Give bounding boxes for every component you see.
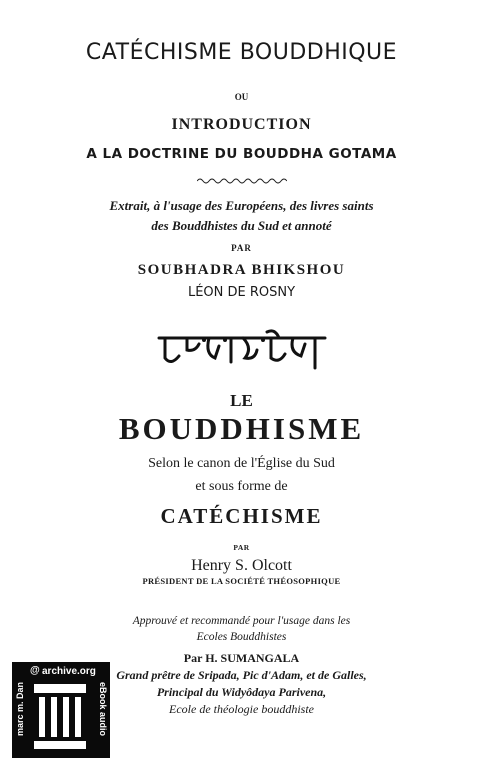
tibetan-title	[0, 328, 483, 377]
badge-at: @	[30, 665, 40, 676]
badge-left-text: marc m. Dan	[15, 681, 25, 737]
catechisme-heading: CATÉCHISME	[160, 504, 323, 528]
sumangala-line: Par H. SUMANGALA	[183, 651, 300, 665]
approval-line-2: Ecoles Bouddhistes	[196, 631, 287, 643]
approval-line-1: Approuvé et recommandé pour l'usage dans les	[132, 615, 351, 627]
conjunction-ou: OU	[234, 92, 249, 102]
extract-line-2: des Bouddhistes du Sud et annoté	[151, 218, 332, 233]
president-line: PRÉSIDENT DE LA SOCIÉTÉ THÉOSOPHIQUE	[142, 576, 341, 586]
subtitle-doctrine: A LA DOCTRINE DU BOUDDHA GOTAMA	[86, 146, 397, 162]
author-rosny: LÉON DE ROSNY	[187, 285, 296, 300]
par-label-2: PAR	[233, 543, 250, 552]
bouddhisme-heading: BOUDDHISME	[118, 411, 365, 446]
forme-line: et sous forme de	[195, 479, 288, 494]
ecole-line: Ecole de théologie bouddhiste	[169, 702, 314, 716]
subtitle-introduction: INTRODUCTION	[171, 116, 312, 133]
squiggle-divider	[0, 172, 483, 190]
badge-right-text: eBook audio	[98, 681, 108, 736]
author-olcott: Henry S. Olcott	[191, 557, 292, 574]
book-title: CATÉCHISME BOUDDHIQUE	[85, 40, 398, 65]
library-columns-icon	[34, 684, 86, 750]
author-soubhadra: SOUBHADRA BHIKSHOU	[137, 262, 346, 278]
principal-line: Principal du Widyôdaya Parivena,	[156, 685, 327, 699]
badge-site: archive.org	[42, 666, 96, 677]
selon-line: Selon le canon de l'Église du Sud	[148, 456, 335, 471]
le-heading: LE	[230, 391, 253, 410]
archive-org-badge	[12, 662, 110, 758]
par-label-1: PAR	[231, 243, 252, 253]
grand-pretre-line: Grand prêtre de Sripada, Pic d'Adam, et de Galles,	[116, 668, 367, 682]
extract-line-1: Extrait, à l'usage des Européens, des livres saints	[109, 198, 374, 213]
tibetan-script-image	[157, 328, 327, 372]
